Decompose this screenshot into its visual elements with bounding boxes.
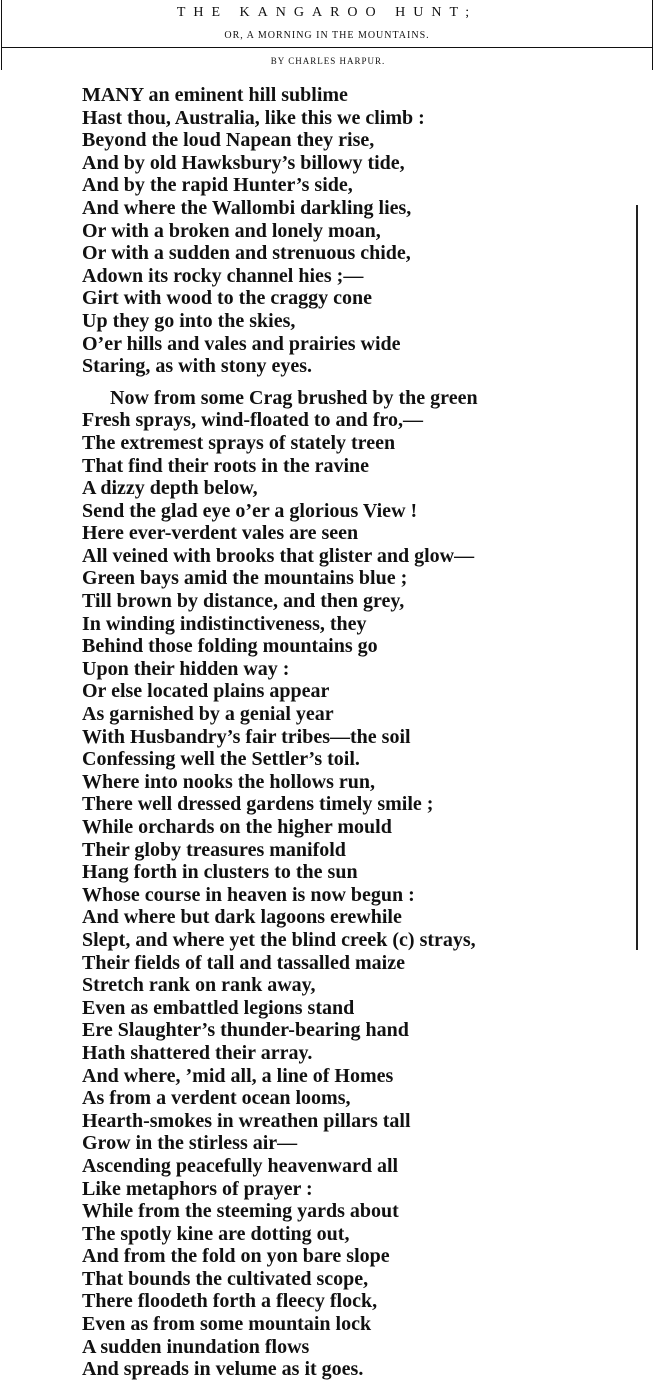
stanza xyxy=(0,387,656,1381)
poem-line: Behind those folding mountains go xyxy=(82,635,378,658)
poem-line: Where into nooks the hollows run, xyxy=(82,770,376,793)
poem-line: All veined with brooks that glister and glow— xyxy=(82,544,475,567)
poem-line: Upon their hidden way : xyxy=(82,657,290,680)
poem-line: A dizzy depth below, xyxy=(82,477,258,500)
poem-line: As from a verdent ocean looms, xyxy=(82,1087,351,1110)
poem-line: And by old Hawksbury’s billowy tide, xyxy=(82,151,405,174)
poem-line: Confessing well the Settler’s toil. xyxy=(82,748,360,771)
poem-line: With Husbandry’s fair tribes—the soil xyxy=(82,725,411,748)
poem-line: Staring, as with stony eyes. xyxy=(82,355,313,378)
poem-line: Their fields of tall and tassalled maize xyxy=(82,951,405,974)
poem-line: Slept, and where yet the blind creek (c) strays, xyxy=(82,928,476,951)
stanza xyxy=(0,84,656,378)
poem-line: Now from some Crag brushed by the green xyxy=(110,386,478,409)
poem-line: Fresh sprays, wind-floated to and fro,— xyxy=(82,409,423,432)
poem-line: Green bays amid the mountains blue ; xyxy=(82,567,408,590)
poem-line: Ere Slaughter’s thunder-bearing hand xyxy=(82,1019,409,1042)
poem-line: Beyond the loud Napean they rise, xyxy=(82,129,375,152)
poem-title: THE KANGAROO HUNT; xyxy=(176,5,478,20)
poem-line: And from the fold on yon bare slope xyxy=(82,1245,390,1268)
poem-line: There well dressed gardens timely smile ; xyxy=(82,793,434,816)
poem-line: Hath shattered their array. xyxy=(82,1041,313,1064)
poem-line: Or with a broken and lonely moan, xyxy=(82,219,381,242)
poem-subtitle: OR, A MORNING IN THE MOUNTAINS. xyxy=(224,30,430,41)
poem-line: Send the glad eye o’er a glorious View ! xyxy=(82,499,418,522)
poem-line: The spotly kine are dotting out, xyxy=(82,1222,350,1245)
poem-line: MANY an eminent hill sublime xyxy=(82,84,348,106)
poem-line: Hast thou, Australia, like this we climb : xyxy=(82,106,425,129)
poem-line: Ascending peacefully heavenward all xyxy=(82,1154,399,1177)
poem-line: Here ever-verdent vales are seen xyxy=(82,522,359,545)
poem-line: Their globy treasures manifold xyxy=(82,838,346,861)
poem-line: Till brown by distance, and then grey, xyxy=(82,590,405,613)
poem-line: The extremest sprays of stately treen xyxy=(82,431,396,454)
poem-line: Even as embattled legions stand xyxy=(82,996,355,1019)
poem-line: Hearth-smokes in wreathen pillars tall xyxy=(82,1109,411,1132)
poem-line: That bounds the cultivated scope, xyxy=(82,1267,369,1290)
poem-line: And where the Wallombi darkling lies, xyxy=(82,196,412,219)
poem-line: As garnished by a genial year xyxy=(82,703,334,726)
title-box xyxy=(1,0,653,48)
poem-line: And where, ’mid all, a line of Homes xyxy=(82,1064,394,1087)
poem-line: Or else located plains appear xyxy=(82,680,330,703)
poem-line: A sudden inundation flows xyxy=(82,1335,310,1358)
poem-author: BY CHARLES HARPUR. xyxy=(270,56,386,66)
poem-line: And spreads in velume as it goes. xyxy=(82,1358,364,1381)
poem-line: Like metaphors of prayer : xyxy=(82,1177,313,1200)
poem-line: And by the rapid Hunter’s side, xyxy=(82,174,353,197)
poem-line: That find their roots in the ravine xyxy=(82,454,370,477)
poem-line: There floodeth forth a fleecy flock, xyxy=(82,1290,378,1313)
poem-body xyxy=(0,84,656,1381)
poem-line: Grow in the stirless air— xyxy=(82,1132,298,1155)
poem-line: While from the steeming yards about xyxy=(82,1200,399,1223)
poem-line: While orchards on the higher mould xyxy=(82,816,392,838)
poem-line: And where but dark lagoons erewhile xyxy=(82,906,402,929)
poem-line: Or with a sudden and strenuous chide, xyxy=(82,242,411,265)
poem-line: Hang forth in clusters to the sun xyxy=(82,861,358,884)
poem-line: Whose course in heaven is now begun : xyxy=(82,883,415,906)
poem-line: Stretch rank on rank away, xyxy=(82,974,316,997)
poem-line: In winding indistinctiveness, they xyxy=(82,612,367,635)
poem-line: Adown its rocky channel hies ;— xyxy=(82,264,364,287)
poem-line: O’er hills and vales and prairies wide xyxy=(82,332,401,355)
poem-line: Up they go into the skies, xyxy=(82,309,296,332)
poem-line: Girt with wood to the craggy cone xyxy=(82,287,372,310)
poem-line: Even as from some mountain lock xyxy=(82,1313,372,1336)
